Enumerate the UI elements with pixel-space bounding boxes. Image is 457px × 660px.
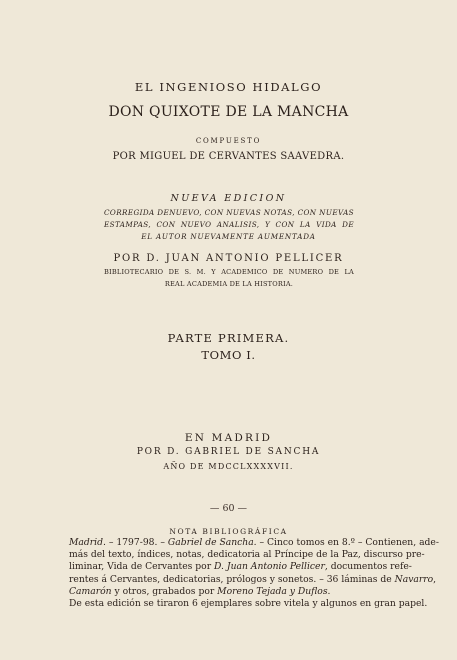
editor-name: POR D. JUAN ANTONIO PELLICER [113, 253, 344, 264]
note-engraver: Navarro [394, 573, 434, 585]
imprint-year: AÑO DE MDCCLXXXXVII. [163, 462, 294, 471]
note-text: . [327, 585, 331, 597]
note-line-2: más del texto, índices, notas, dedicatoria al Príncipe de la Paz, discurso pre- [69, 549, 425, 561]
edition-heading: NUEVA EDICION [170, 193, 287, 204]
note-line-4 [69, 573, 437, 586]
title-line-1: EL INGENIOSO HIDALGO [134, 80, 323, 94]
imprint-city: EN MADRID [184, 432, 273, 444]
note-text: , [433, 573, 437, 585]
edition-desc-line-1: CORREGIDA DENUEVO, CON NUEVAS NOTAS, CON NUEVAS [104, 208, 354, 217]
edition-desc-line-2: ESTAMPAS, CON NUEVO ANALISIS, Y CON LA VIDA DE [104, 220, 354, 229]
note-printer: Gabriel de Sancha [167, 537, 254, 548]
compuesto-label: COMPUESTO [195, 137, 262, 145]
note-editor: D. Juan Antonio Pellicer [214, 561, 325, 573]
note-text: liminar, Vida de Cervantes por [69, 561, 215, 573]
bibliographic-note [69, 537, 439, 610]
note-place: Madrid [69, 537, 103, 548]
editor-role-line-1: BIBLIOTECARIO DE S. M. Y ACADEMICO DE NUMERO DE LA [104, 268, 354, 276]
nota-heading: NOTA BIBLIOGRÁFICA [169, 527, 288, 536]
editor-role-line-2: REAL ACADEMIA DE LA HISTORIA. [164, 280, 294, 288]
note-dates: . – 1797-98. – [102, 537, 168, 548]
note-line-5 [69, 586, 387, 598]
tome-label: TOMO I. [201, 348, 256, 362]
imprint-printer: POR D. GABRIEL DE SANCHA [136, 447, 321, 457]
part-label: PARTE PRIMERA. [167, 331, 290, 345]
note-text: rentes á Cervantes, dedicatorias, prólogos y sonetos. – 36 láminas de [69, 573, 395, 585]
page-number: — 60 — [209, 503, 248, 514]
note-line-3 [69, 561, 412, 573]
note-text: y otros, grabados por [111, 585, 218, 597]
author-line: POR MIGUEL DE CERVANTES SAAVEDRA. [112, 151, 345, 162]
note-text: . – Cinco tomos en 8.º – Contienen, ade- [253, 537, 439, 548]
note-line-1 [69, 537, 439, 549]
note-line-6: De esta edición se tiraron 6 ejemplares sobre vitela y algunos en gran papel. [69, 598, 428, 610]
note-engravers: Moreno Tejada y Duflos [217, 585, 328, 597]
title-line-2: DON QUIXOTE DE LA MANCHA [108, 104, 349, 120]
edition-desc-line-3: EL AUTOR NUEVAMENTE AUMENTADA [141, 232, 316, 241]
note-text: , documentos refe- [324, 561, 412, 573]
note-engraver: Camarón [69, 585, 112, 597]
